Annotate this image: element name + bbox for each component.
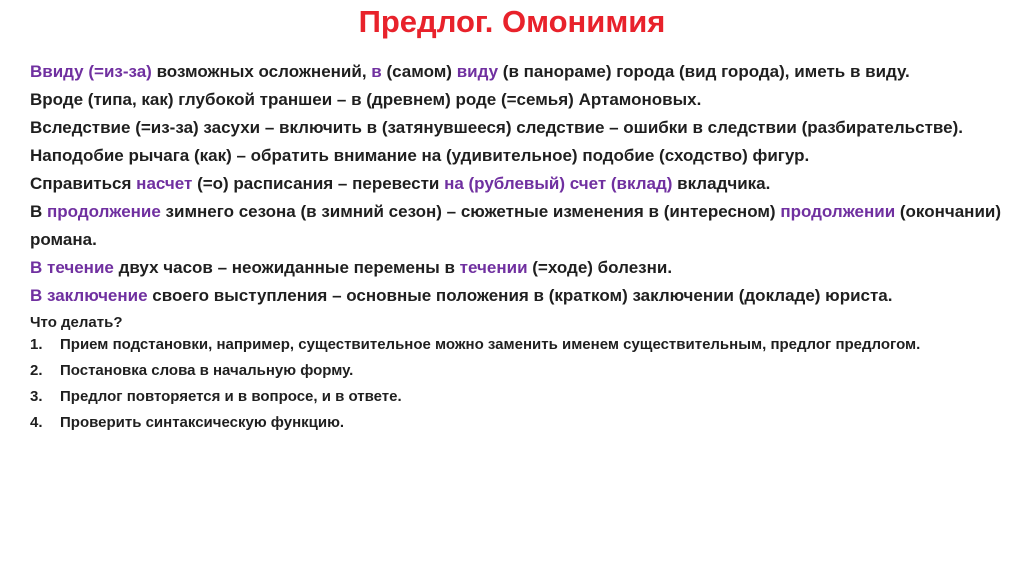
step-item [30,386,1005,408]
paragraph-text: (окончании) романа. [30,202,1002,249]
step-text: Прием подстановки, например, существительное можно заменить именем существительным, предлог предлогом. [60,336,921,353]
paragraph-text: (=ходе) болезни. [527,258,673,277]
step-text: Предлог повторяется и в вопросе, и в ответе. [60,388,402,405]
step-number: 2. [30,362,43,379]
paragraph-text: В [30,202,47,221]
highlighted-term: продолжении [780,202,896,221]
step-text: Проверить синтаксическую функцию. [60,414,345,431]
highlighted-term: продолжение [47,202,161,221]
highlighted-term: в [371,62,382,81]
paragraph-text: возможных осложнений, [151,62,372,81]
highlighted-term: В течение [30,258,114,277]
example-paragraph [30,142,1005,170]
example-paragraph [30,86,1005,114]
page-title: Предлог. Омонимия [358,4,666,39]
example-paragraph [30,114,1005,142]
example-paragraph [30,58,1005,86]
paragraph-text: (=о) расписания – перевести [192,174,445,193]
step-item [30,360,1005,382]
slide-content [30,58,1005,438]
examples-block [30,58,1005,310]
question-heading: Что делать? [30,314,123,331]
paragraph-text: зимнего сезона (в зимний сезон) – сюжетные изменения в (интересном) [160,202,781,221]
paragraph-text: вкладчика. [672,174,771,193]
highlighted-term: на (рублевый) счет (вклад) [444,174,673,193]
example-paragraph [30,254,1005,282]
paragraph-text: Наподобие рычага (как) – обратить внимание на (удивительное) подобие (сходство) фигур. [30,146,810,165]
highlighted-term: В заключение [30,286,148,305]
step-text: Постановка слова в начальную форму. [60,362,354,379]
paragraph-text: (самом) [381,62,457,81]
step-number: 1. [30,336,43,353]
highlighted-term: насчет [136,174,193,193]
paragraph-text: Вроде (типа, как) глубокой траншеи – в (древнем) роде (=семья) Артамоновых. [30,90,702,109]
example-paragraph [30,198,1005,254]
highlighted-term: виду [456,62,499,81]
paragraph-text: (в панораме) города (вид города), иметь в виду. [498,62,910,81]
highlighted-term: Ввиду (=из-за) [30,62,152,81]
step-number: 3. [30,388,43,405]
step-number: 4. [30,414,43,431]
paragraph-text: своего выступления – основные положения в (кратком) заключении (докладе) юриста. [147,286,893,305]
steps-list [30,334,1005,434]
paragraph-text: Справиться [30,174,137,193]
example-paragraph [30,282,1005,310]
paragraph-text: Вследствие (=из-за) засухи – включить в (затянувшееся) следствие – ошибки в следствии (разбирательстве). [30,118,963,137]
step-item [30,412,1005,434]
example-paragraph [30,170,1005,198]
step-item [30,334,1005,356]
highlighted-term: течении [459,258,528,277]
paragraph-text: двух часов – неожиданные перемены в [113,258,460,277]
